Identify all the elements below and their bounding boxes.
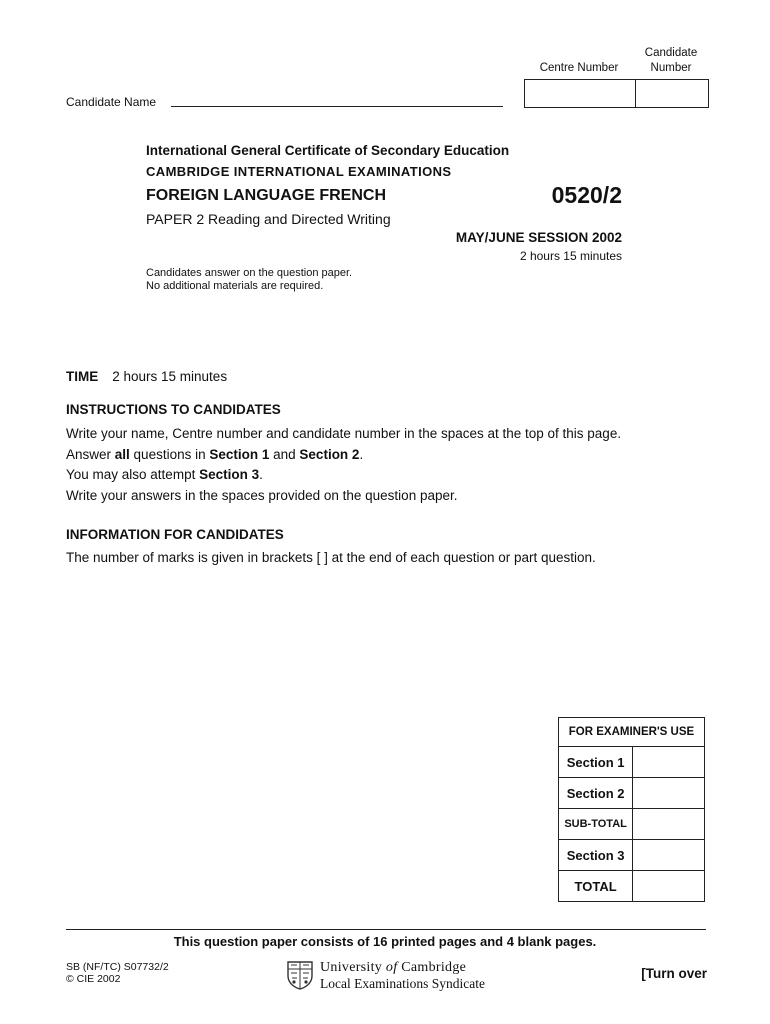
- pages-note: This question paper consists of 16 printed pages and 4 blank pages.: [173, 934, 597, 949]
- time-label: TIME: [66, 369, 99, 384]
- paper-title: PAPER 2 Reading and Directed Writing: [146, 211, 391, 227]
- examiner-table-heading: FOR EXAMINER'S USE: [559, 718, 705, 747]
- instruction-line-4: Write your answers in the spaces provided on the question paper.: [66, 487, 458, 503]
- uni-word-2: Cambridge: [401, 960, 467, 975]
- instr-3b: Section 3: [199, 467, 260, 482]
- reference: [66, 961, 169, 985]
- cambridge-crest-icon: [286, 960, 314, 990]
- instr-2e: and: [269, 446, 300, 462]
- examiner-use-table: [558, 717, 705, 902]
- centre-number-box[interactable]: [525, 80, 636, 107]
- university-name: [320, 960, 466, 976]
- candidate-name-label: Candidate Name: [66, 95, 157, 109]
- instr-3a: You may also attempt: [66, 467, 200, 482]
- examiner-row-value: [633, 778, 705, 809]
- subject-title: FOREIGN LANGUAGE FRENCH: [146, 187, 386, 204]
- candidate-number-label: [634, 46, 708, 76]
- information-heading: INFORMATION FOR CANDIDATES: [66, 527, 284, 542]
- information-line-1: The number of marks is given in brackets [ ] at the end of each question or part question.: [66, 550, 596, 565]
- time-value: 2 hours 15 minutes: [112, 369, 228, 384]
- instr-2g: .: [359, 446, 364, 462]
- instructions-body: [66, 424, 621, 506]
- reference-line-2: © CIE 2002: [66, 973, 121, 985]
- materials-note: [146, 267, 352, 293]
- uni-word-of: of: [385, 960, 398, 975]
- examiner-row-label: SUB-TOTAL: [559, 809, 633, 840]
- instr-2a: Answer: [66, 446, 115, 462]
- qualification-title: International General Certificate of Secondary Education: [146, 143, 510, 158]
- instruction-line-1: Write your name, Centre number and candidate number in the spaces at the top of this page.: [66, 426, 622, 441]
- instr-2f: Section 2: [299, 446, 360, 462]
- examiner-row-value: [633, 871, 705, 902]
- syndicate-name: Local Examinations Syndicate: [320, 976, 485, 991]
- candidate-number-label-line-2: Number: [650, 62, 692, 74]
- instruction-line-3: [66, 465, 621, 486]
- examiner-row-value: [633, 747, 705, 778]
- centre-number-label: Centre Number: [539, 62, 619, 74]
- reference-line-1: SB (NF/TC) S07732/2: [66, 961, 169, 973]
- instructions-heading: INSTRUCTIONS TO CANDIDATES: [66, 402, 281, 417]
- candidate-number-label-line-1: Candidate: [644, 47, 698, 59]
- examiner-row-value: [633, 840, 705, 871]
- exam-board: CAMBRIDGE INTERNATIONAL EXAMINATIONS: [146, 164, 452, 179]
- examiner-row-value: [633, 809, 705, 840]
- instr-2c: questions in: [129, 446, 210, 462]
- paper-code: 0520/2: [551, 182, 622, 208]
- footer-rule: [66, 929, 706, 930]
- examiner-row-label: Section 1: [559, 747, 633, 778]
- candidate-number-box[interactable]: [636, 80, 708, 107]
- uni-word-1: University: [320, 960, 383, 975]
- examiner-row-label: TOTAL: [559, 871, 633, 902]
- examiner-row-label: Section 3: [559, 840, 633, 871]
- turn-over: [Turn over: [641, 966, 707, 981]
- instr-3c: .: [259, 467, 263, 482]
- instruction-line-2: [66, 445, 621, 466]
- examiner-row-label: Section 2: [559, 778, 633, 809]
- materials-note-line-1: Candidates answer on the question paper.: [146, 267, 353, 279]
- candidate-name-line[interactable]: [171, 106, 503, 107]
- session: MAY/JUNE SESSION 2002: [455, 230, 622, 245]
- time-row: [66, 369, 227, 384]
- duration: 2 hours 15 minutes: [519, 249, 622, 263]
- materials-note-line-2: No additional materials are required.: [146, 280, 324, 292]
- number-boxes: [524, 79, 709, 108]
- instr-2b: all: [114, 446, 130, 462]
- instr-2d: Section 1: [209, 446, 270, 462]
